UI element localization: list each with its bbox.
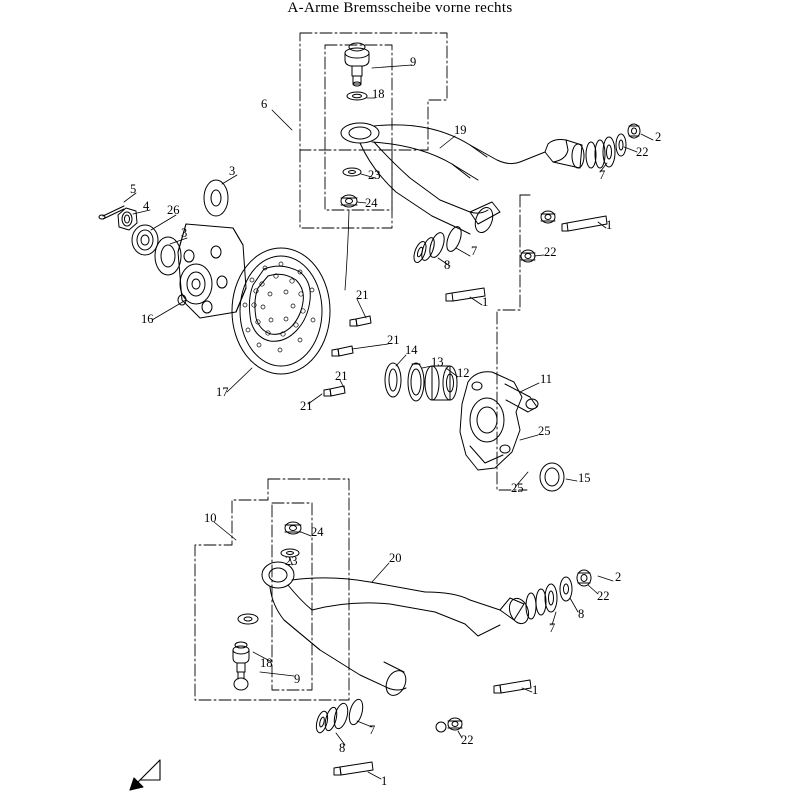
callout-2b: 2: [615, 570, 622, 584]
part-4-nut: [118, 208, 137, 230]
callout-22: 22: [636, 145, 649, 159]
part-24-nut-upper: [341, 195, 357, 207]
callout-1c: 1: [532, 683, 539, 697]
part-18-upper-washer: [347, 92, 367, 100]
callout-9b: 9: [294, 672, 301, 686]
part-1-bolt-bottom: [334, 762, 373, 775]
callout-23: 23: [368, 168, 381, 182]
callout-18b: 18: [260, 656, 273, 670]
part-12-bearing: [425, 366, 457, 400]
part-22-nut-mid: [521, 250, 535, 262]
callout-15: 15: [578, 471, 591, 485]
part-22-nut-upper-right: [541, 211, 555, 223]
callout-18: 18: [372, 87, 385, 101]
part-7-8-bushing-lower-left: [314, 698, 365, 734]
callout-7: 7: [599, 168, 606, 182]
part-21-disc-bolts: [324, 316, 371, 396]
callout-19: 19: [454, 123, 467, 137]
callout-21d: 21: [300, 399, 313, 413]
callout-7c: 7: [549, 621, 556, 635]
part-24-nut-lower: [285, 522, 301, 534]
callout-8: 8: [444, 258, 451, 272]
part-3-dustcap-upper: [204, 180, 228, 216]
callout-3: 3: [229, 164, 236, 178]
part-20-a-arm-lower: [262, 562, 532, 699]
callout-22b: 22: [544, 245, 557, 259]
callout-4: 4: [143, 199, 150, 213]
page-title: A-Arme Bremsscheibe vorne rechts: [287, 0, 513, 16]
part-22-nut-lower-right: [436, 718, 462, 732]
callout-6: 6: [261, 97, 268, 111]
callout-1d: 1: [381, 774, 388, 788]
callout-17: 17: [216, 385, 229, 399]
callout-5: 5: [130, 182, 137, 196]
callout-14: 14: [405, 343, 418, 357]
callout-21b: 21: [387, 333, 400, 347]
part-26-washer: [132, 225, 158, 255]
part-13-circlip: [408, 363, 424, 401]
part-1-bolt-mid: [446, 288, 485, 301]
part-15-seal: [540, 463, 564, 491]
orientation-arrow: [130, 760, 160, 790]
callout-24b: 24: [311, 525, 324, 539]
part-17-brake-disc: [232, 248, 330, 374]
group-box-6b: [300, 150, 392, 228]
part-9-upper-balljoint: [345, 43, 369, 86]
callout-10: 10: [204, 511, 217, 525]
callout-25b: 25: [511, 481, 524, 495]
callout-26: 26: [167, 203, 180, 217]
part-3-seal-lower: [155, 237, 181, 275]
leader-lines: [124, 65, 653, 779]
callout-9: 9: [410, 55, 417, 69]
part-7-8-bushing-upper-right: [586, 124, 640, 168]
callout-11: 11: [540, 372, 553, 386]
callout-7d: 7: [369, 723, 376, 737]
group-box-inner-10: [272, 503, 312, 690]
callout-8c: 8: [339, 741, 346, 755]
callout-22d: 22: [461, 733, 474, 747]
part-23-washer-upper: [343, 168, 361, 176]
callout-2: 2: [655, 130, 662, 144]
part-16-hub: [178, 224, 246, 318]
callout-21: 21: [356, 288, 369, 302]
part-9-lower-balljoint: [233, 642, 249, 690]
callout-24: 24: [365, 196, 378, 210]
part-11-knuckle: [460, 372, 538, 470]
callout-16: 16: [141, 312, 154, 326]
callout-13: 13: [431, 355, 444, 369]
callout-20: 20: [389, 551, 402, 565]
callout-8b: 8: [578, 607, 585, 621]
callout-12: 12: [457, 366, 470, 380]
part-1-bolt-lower-right: [494, 680, 531, 693]
callout-22c: 22: [597, 589, 610, 603]
callout-1b: 1: [482, 295, 489, 309]
part-14-seal: [385, 363, 401, 397]
part-18-lower-washer: [238, 614, 258, 624]
callout-25: 25: [538, 424, 551, 438]
callout-23b: 23: [285, 554, 298, 568]
callout-1: 1: [606, 218, 613, 232]
callout-21c: 21: [335, 369, 348, 383]
callout-7b: 7: [471, 244, 478, 258]
callout-3b: 3: [181, 226, 188, 240]
